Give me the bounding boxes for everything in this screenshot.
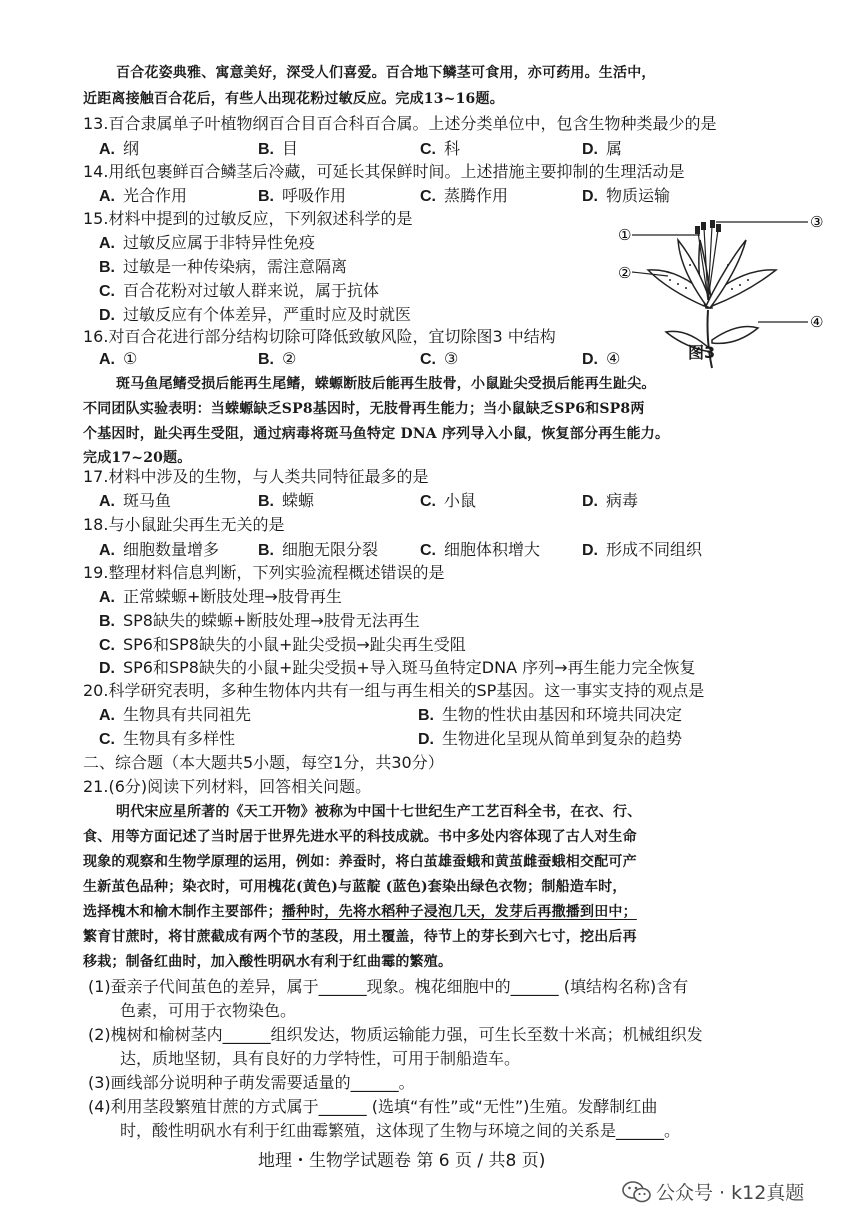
question-20-option-a: A. 生物具有共同祖先 (99, 705, 252, 724)
question-17-stem: 17.材料中涉及的生物，与人类共同特征最多的是 (83, 467, 429, 486)
question-21-part-4-line-2: 时，酸性明矾水有利于红曲霉繁殖，这体现了生物与环境之间的关系是______。 (120, 1121, 681, 1140)
material-1-line-1: 百合花姿典雅、寓意美好，深受人们喜爱。百合地下鳞茎可食用，亦可药用。生活中， (116, 65, 656, 81)
option-text: SP6和SP8缺失的小鼠+趾尖受损+导入斑马鱼特定DNA 序列→再生能力完全恢复 (123, 658, 696, 677)
question-21-material-line: 明代宋应星所著的《天工开物》被称为中国十七世纪生产工艺百科全书，在衣、行、 (116, 804, 642, 820)
question-21-stem: 21.(6分)阅读下列材料，回答相关问题。 (83, 777, 372, 796)
option-text: 细胞体积增大 (444, 540, 541, 559)
question-19-option-c: C. SP6和SP8缺失的小鼠+趾尖受损→趾尖再生受阻 (99, 635, 466, 654)
question-16-option-a: A. ① (99, 349, 138, 368)
question-19-option-b: B. SP8缺失的蝾螈+断肢处理→肢骨无法再生 (99, 611, 420, 630)
section-2-title: 二、综合题（本大题共5小题，每空1分，共30分） (83, 753, 444, 772)
option-text: SP8缺失的蝾螈+断肢处理→肢骨无法再生 (123, 611, 420, 630)
lily-flower-diagram (608, 210, 830, 370)
question-21-part-1-line-1: (1)蚕亲子代间茧色的差异，属于______现象。槐花细胞中的______ (填结构名称)含有 (88, 977, 689, 996)
question-13-option-c: C. 科 (420, 139, 461, 158)
question-15-option-c: C. 百合花粉对过敏人群来说，属于抗体 (99, 281, 380, 300)
option-text: 过敏是一种传染病，需注意隔离 (123, 257, 348, 276)
option-text: ④ (606, 349, 621, 368)
question-15-option-d: D. 过敏反应有个体差异，严重时应及时就医 (99, 305, 412, 324)
option-text: 生物的性状由基因和环境共同决定 (442, 705, 683, 724)
material-1-line-2: 近距离接触百合花后，有些人出现花粉过敏反应。完成13~16题。 (83, 91, 504, 107)
question-18-option-b: B. 细胞无限分裂 (258, 540, 379, 559)
option-text: 光合作用 (123, 186, 188, 205)
figure-label-4: ④ (810, 313, 824, 331)
question-13-option-a: A. 纲 (99, 139, 140, 158)
question-21-material-line: 繁育甘蔗时，将甘蔗截成有两个节的茎段，用土覆盖，待节上的芽长到六七寸，挖出后再 (83, 929, 637, 945)
question-20-option-c: C. 生物具有多样性 (99, 729, 236, 748)
option-text: 百合花粉对过敏人群来说，属于抗体 (123, 281, 380, 300)
question-16-option-b: B. ② (258, 349, 297, 368)
question-21-part-2-line-2: 达，质地坚韧，具有良好的力学特性，可用于制船造车。 (120, 1049, 521, 1068)
material-2-line-4: 完成17~20题。 (83, 450, 192, 466)
figure-label-2: ② (618, 264, 632, 282)
option-text: 物质运输 (606, 186, 671, 205)
question-17-option-a: A. 斑马鱼 (99, 491, 172, 510)
question-17-option-c: C. 小鼠 (420, 491, 477, 510)
question-20-option-b: B. 生物的性状由基因和环境共同决定 (418, 705, 683, 724)
option-text: ② (282, 349, 297, 368)
option-text: 细胞数量增多 (123, 540, 220, 559)
question-21-material-line: 现象的观察和生物学原理的运用，例如：养蚕时，将白茧雄蚕蛾和黄茧雌蚕蛾相交配可产 (83, 854, 637, 870)
option-text: 属 (606, 139, 623, 158)
question-16-option-c: C. ③ (420, 349, 459, 368)
question-21-part-3-line-1: (3)画线部分说明种子萌发需要适量的______。 (88, 1073, 415, 1092)
figure-3-caption: 图3 (688, 343, 716, 362)
option-text: 形成不同组织 (606, 540, 703, 559)
question-17-option-d: D. 病毒 (582, 491, 639, 510)
question-20-stem: 20.科学研究表明，多种生物体内共有一组与再生相关的SP基因。这一事实支持的观点是 (83, 681, 705, 700)
option-text: 纲 (123, 139, 140, 158)
question-18-stem: 18.与小鼠趾尖再生无关的是 (83, 515, 285, 534)
question-14-stem: 14.用纸包裹鲜百合鳞茎后冷藏，可延长其保鲜时间。上述措施主要抑制的生理活动是 (83, 162, 685, 181)
option-text: 目 (282, 139, 299, 158)
option-text: 小鼠 (444, 491, 477, 510)
question-17-option-b: B. 蝾螈 (258, 491, 315, 510)
question-15-option-a: A. 过敏反应属于非特异性免疫 (99, 233, 316, 252)
option-text: 生物具有多样性 (123, 729, 236, 748)
question-19-stem: 19.整理材料信息判断，下列实验流程概述错误的是 (83, 563, 445, 582)
question-19-option-a: A. 正常蝾螈+断肢处理→肢骨再生 (99, 587, 342, 606)
option-text: 细胞无限分裂 (282, 540, 379, 559)
question-15-option-b: B. 过敏是一种传染病，需注意隔离 (99, 257, 348, 276)
question-20-option-d: D. 生物进化呈现从简单到复杂的趋势 (418, 729, 683, 748)
option-text: 过敏反应属于非特异性免疫 (123, 233, 316, 252)
question-21-part-2-line-1: (2)槐树和榆树茎内______组织发达，物质运输能力强，可生长至数十米高；机械组织发 (88, 1025, 703, 1044)
question-21-material-line: 食、用等方面记述了当时居于世界先进水平的科技成就。书中多处内容体现了古人对生命 (83, 829, 637, 845)
question-13-stem: 13.百合隶属单子叶植物纲百合目百合科百合属。上述分类单位中，包含生物种类最少的是 (83, 114, 717, 133)
underlined-passage: 播种时，先将水稻种子浸泡几天，发芽后再撒播到田中； (281, 904, 637, 920)
material-text: 选择槐木和榆木制作主要部件； (83, 904, 282, 920)
option-text: SP6和SP8缺失的小鼠+趾尖受损→趾尖再生受阻 (123, 635, 466, 654)
question-16-stem: 16.对百合花进行部分结构切除可降低致敏风险，宜切除图3 中结构 (83, 327, 556, 346)
option-text: 蝾螈 (282, 491, 315, 510)
question-18-option-c: C. 细胞体积增大 (420, 540, 541, 559)
option-text: 病毒 (606, 491, 639, 510)
option-text: 正常蝾螈+断肢处理→肢骨再生 (123, 587, 342, 606)
option-text: ① (123, 349, 138, 368)
question-21-material-line: 生新茧色品种；染衣时，可用槐花(黄色)与蓝靛 (蓝色)套染出绿色衣物；制船造车时， (83, 879, 627, 895)
question-13-option-d: D. 属 (582, 139, 623, 158)
figure-label-3: ③ (810, 213, 824, 231)
question-18-option-a: A. 细胞数量增多 (99, 540, 220, 559)
wechat-icon (622, 1180, 652, 1204)
question-16-option-d: D. ④ (582, 349, 621, 368)
option-text: 科 (444, 139, 461, 158)
question-14-option-b: B. 呼吸作用 (258, 186, 347, 205)
question-21-part-1-line-2: 色素，可用于衣物染色。 (120, 1001, 297, 1020)
option-text: 过敏反应有个体差异，严重时应及时就医 (123, 305, 412, 324)
question-14-option-c: C. 蒸腾作用 (420, 186, 509, 205)
material-2-line-1: 斑马鱼尾鳍受损后能再生尾鳍，蝾螈断肢后能再生肢骨，小鼠趾尖受损后能再生趾尖。 (116, 376, 656, 392)
question-13-option-b: B. 目 (258, 139, 299, 158)
watermark-text: 公众号 · k12真题 (656, 1182, 805, 1204)
question-21-part-4-line-1: (4)利用茎段繁殖甘蔗的方式属于______ (选填“有性”或“无性”)生殖。发酵制红曲 (88, 1097, 658, 1116)
question-14-option-d: D. 物质运输 (582, 186, 671, 205)
option-text: 生物具有共同祖先 (123, 705, 252, 724)
question-18-option-d: D. 形成不同组织 (582, 540, 703, 559)
question-15-stem: 15.材料中提到的过敏反应，下列叙述科学的是 (83, 209, 413, 228)
option-text: 生物进化呈现从简单到复杂的趋势 (442, 729, 683, 748)
option-text: 呼吸作用 (282, 186, 347, 205)
material-2-line-2: 不同团队实验表明：当蝾螈缺乏SP8基因时，无肢骨再生能力；当小鼠缺乏SP6和SP8两 (83, 401, 645, 417)
question-21-material-line: 移栽；制备红曲时，加入酸性明矾水有利于红曲霉的繁殖。 (83, 954, 453, 970)
page-footer: 地理・生物学试题卷 第 6 页 / 共8 页) (258, 1151, 546, 1171)
question-21-material-line (83, 901, 637, 923)
question-19-option-d: D. SP6和SP8缺失的小鼠+趾尖受损+导入斑马鱼特定DNA 序列→再生能力完全恢复 (99, 658, 696, 677)
material-2-line-3: 个基因时，趾尖再生受阻，通过病毒将斑马鱼特定 DNA 序列导入小鼠，恢复部分再生能力。 (83, 426, 670, 442)
option-text: 斑马鱼 (123, 491, 172, 510)
option-text: ③ (444, 349, 459, 368)
question-14-option-a: A. 光合作用 (99, 186, 188, 205)
option-text: 蒸腾作用 (444, 186, 509, 205)
figure-label-1: ① (618, 226, 632, 244)
